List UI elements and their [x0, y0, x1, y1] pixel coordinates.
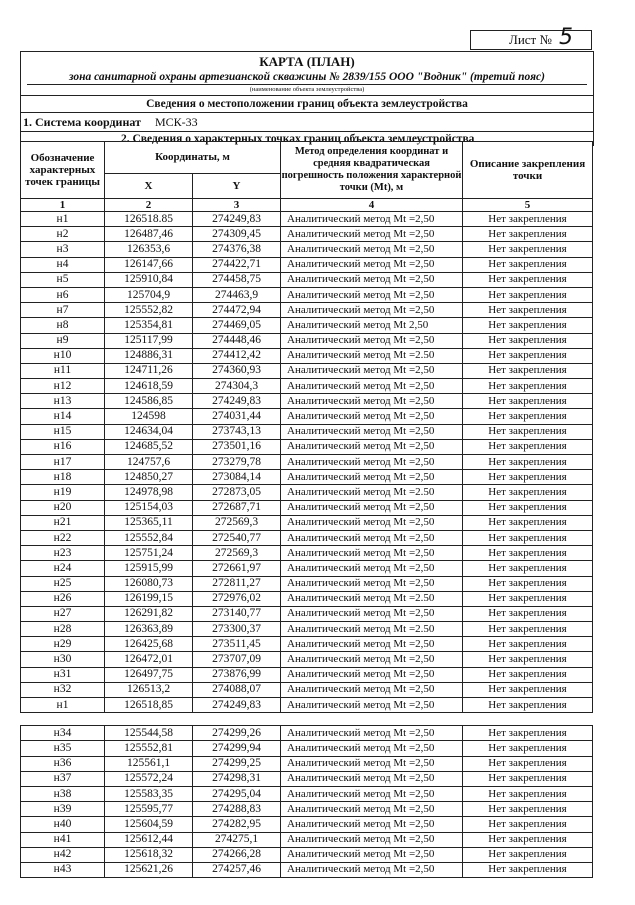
table-row [21, 817, 593, 832]
fixation: Нет закрепления [463, 227, 593, 242]
coord-x: 125561,1 [105, 756, 193, 771]
point-id: н4 [21, 257, 105, 272]
coord-y: 274257,46 [193, 862, 281, 877]
table-row [21, 862, 593, 877]
coord-x: 125572,24 [105, 771, 193, 786]
coord-x: 125552,82 [105, 303, 193, 318]
fixation: Нет закрепления [463, 667, 593, 682]
fixation: Нет закрепления [463, 652, 593, 667]
table-row [21, 379, 593, 394]
point-id: н38 [21, 786, 105, 801]
section2-title: 2. Сведения о характерных точках границ объекта землеустройства [121, 133, 475, 145]
table-row [21, 287, 593, 302]
method: Аналитический метод Mt =2,50 [281, 667, 463, 682]
coord-system-label: 1. Система координат [23, 115, 141, 129]
fixation: Нет закрепления [463, 348, 593, 363]
point-id: н22 [21, 530, 105, 545]
coord-y: 272687,71 [193, 500, 281, 515]
fixation: Нет закрепления [463, 576, 593, 591]
point-id: н19 [21, 485, 105, 500]
fixation: Нет закрепления [463, 771, 593, 786]
coord-y: 274249,83 [193, 698, 281, 713]
coord-y: 274309,45 [193, 227, 281, 242]
method: Аналитический метод Mt =2,50 [281, 561, 463, 576]
table-row [21, 485, 593, 500]
coord-x: 126199,15 [105, 591, 193, 606]
fixation: Нет закрепления [463, 363, 593, 378]
fixation: Нет закрепления [463, 272, 593, 287]
coord-y: 274472,94 [193, 303, 281, 318]
table-row [21, 515, 593, 530]
point-id: н13 [21, 394, 105, 409]
fixation: Нет закрепления [463, 257, 593, 272]
point-id: н23 [21, 546, 105, 561]
coord-y: 273140,77 [193, 606, 281, 621]
table-row [21, 409, 593, 424]
fixation: Нет закрепления [463, 862, 593, 877]
fixation: Нет закрепления [463, 741, 593, 756]
table-row [21, 561, 593, 576]
point-id: н2 [21, 227, 105, 242]
coord-x: 124757,6 [105, 455, 193, 470]
coord-x: 125915,99 [105, 561, 193, 576]
column-number: 3 [193, 199, 281, 212]
method: Аналитический метод Mt =2.50 [281, 348, 463, 363]
fixation: Нет закрепления [463, 212, 593, 227]
coord-y: 274288,83 [193, 802, 281, 817]
fixation: Нет закрепления [463, 287, 593, 302]
column-number: 5 [463, 199, 593, 212]
coord-y: 274376,38 [193, 242, 281, 257]
method: Аналитический метод Mt =2,50 [281, 832, 463, 847]
fixation: Нет закрепления [463, 786, 593, 801]
method: Аналитический метод Mt =2,50 [281, 379, 463, 394]
table-gap-row [21, 713, 593, 726]
coord-x: 126080,73 [105, 576, 193, 591]
point-id: н10 [21, 348, 105, 363]
fixation: Нет закрепления [463, 379, 593, 394]
point-id: н32 [21, 682, 105, 697]
fixation: Нет закрепления [463, 242, 593, 257]
method: Аналитический метод Mt =2,50 [281, 439, 463, 454]
method: Аналитический метод Mt =2,50 [281, 515, 463, 530]
method: Аналитический метод Mt =2,50 [281, 455, 463, 470]
table-row [21, 257, 593, 272]
method: Аналитический метод Mt =2,50 [281, 606, 463, 621]
coord-x: 125612,44 [105, 832, 193, 847]
method: Аналитический метод Mt =2,50 [281, 333, 463, 348]
page-subtitle: зона санитарной охраны артезианской скважины № 2839/155 ООО "Водник" (третий пояс) [27, 70, 587, 85]
fixation: Нет закрепления [463, 637, 593, 652]
fixation: Нет закрепления [463, 470, 593, 485]
coord-y: 274299,94 [193, 741, 281, 756]
fixation: Нет закрепления [463, 485, 593, 500]
table-row [21, 847, 593, 862]
coord-y: 272569,3 [193, 546, 281, 561]
gap-cell [193, 713, 281, 726]
fixation: Нет закрепления [463, 698, 593, 713]
sheet-number: 5 [559, 25, 573, 50]
point-id: н30 [21, 652, 105, 667]
coord-y: 274448,46 [193, 333, 281, 348]
sheet-label: Лист № [509, 32, 552, 47]
header-x: X [105, 173, 193, 198]
table-row [21, 424, 593, 439]
coord-y: 274458,75 [193, 272, 281, 287]
section-title: Сведения о местоположении границ объекта землеустройства [21, 95, 593, 113]
coord-y: 274031,44 [193, 409, 281, 424]
table-row [21, 439, 593, 454]
fixation: Нет закрепления [463, 333, 593, 348]
point-id: н8 [21, 318, 105, 333]
table-row [21, 227, 593, 242]
coord-x: 124978,98 [105, 485, 193, 500]
fixation: Нет закрепления [463, 409, 593, 424]
method: Аналитический метод Mt =2,50 [281, 394, 463, 409]
coord-x: 126513,2 [105, 682, 193, 697]
point-id: н3 [21, 242, 105, 257]
point-id: н5 [21, 272, 105, 287]
point-id: н28 [21, 622, 105, 637]
point-id: н6 [21, 287, 105, 302]
method: Аналитический метод Mt =2,50 [281, 741, 463, 756]
method: Аналитический метод Mt =2,50 [281, 227, 463, 242]
method: Аналитический метод Mt =2,50 [281, 424, 463, 439]
method: Аналитический метод Mt =2,50 [281, 530, 463, 545]
coord-x: 125365,11 [105, 515, 193, 530]
fixation: Нет закрепления [463, 394, 593, 409]
coord-x: 126353,6 [105, 242, 193, 257]
fixation: Нет закрепления [463, 622, 593, 637]
point-id: н24 [21, 561, 105, 576]
method: Аналитический метод Mt =2,50 [281, 637, 463, 652]
method: Аналитический метод Mt =2.50 [281, 622, 463, 637]
coord-x: 126518,85 [105, 698, 193, 713]
point-id: н37 [21, 771, 105, 786]
coord-y: 272540,77 [193, 530, 281, 545]
header-coords: Координаты, м [105, 142, 281, 174]
coord-x: 125704,9 [105, 287, 193, 302]
table-row [21, 500, 593, 515]
gap-cell [463, 713, 593, 726]
coord-y: 272811,27 [193, 576, 281, 591]
point-id: н40 [21, 817, 105, 832]
coord-y: 273707,09 [193, 652, 281, 667]
method: Аналитический метод Mt =2,50 [281, 756, 463, 771]
coord-x: 126363,89 [105, 622, 193, 637]
point-id: н26 [21, 591, 105, 606]
table-row [21, 212, 593, 227]
method: Аналитический метод Mt =2,50 [281, 698, 463, 713]
coord-y: 273300,37 [193, 622, 281, 637]
coord-x: 124850,27 [105, 470, 193, 485]
table-row [21, 637, 593, 652]
coord-x: 125544,58 [105, 726, 193, 741]
coord-x: 126147,66 [105, 257, 193, 272]
coord-x: 125354,81 [105, 318, 193, 333]
coord-x: 126487,46 [105, 227, 193, 242]
coord-y: 273876,99 [193, 667, 281, 682]
coord-x: 125552,84 [105, 530, 193, 545]
coord-y: 274463,9 [193, 287, 281, 302]
point-id: н17 [21, 455, 105, 470]
coord-x: 125117,99 [105, 333, 193, 348]
table-row [21, 333, 593, 348]
point-id: н35 [21, 741, 105, 756]
coord-x: 124711,26 [105, 363, 193, 378]
point-id: н18 [21, 470, 105, 485]
coord-x: 124586,85 [105, 394, 193, 409]
coord-x: 124685,52 [105, 439, 193, 454]
table-row [21, 272, 593, 287]
coord-y: 273501,16 [193, 439, 281, 454]
document-header [20, 51, 594, 146]
table-row [21, 741, 593, 756]
coord-x: 124598 [105, 409, 193, 424]
coord-x: 125154,03 [105, 500, 193, 515]
coord-system [21, 113, 593, 132]
method: Аналитический метод Mt =2,50 [281, 771, 463, 786]
method: Аналитический метод Mt =2,50 [281, 242, 463, 257]
fixation: Нет закрепления [463, 515, 593, 530]
table-row [21, 455, 593, 470]
object-name-note: (наименование объекта землеустройства) [249, 86, 365, 93]
gap-cell [21, 713, 105, 726]
column-numbers-row [21, 199, 593, 212]
point-id: н1 [21, 698, 105, 713]
table-row [21, 786, 593, 801]
method: Аналитический метод Mt =2.50 [281, 485, 463, 500]
coord-x: 125604,59 [105, 817, 193, 832]
coord-x: 125595,77 [105, 802, 193, 817]
coord-y: 273279,78 [193, 455, 281, 470]
table-row [21, 682, 593, 697]
point-id: н21 [21, 515, 105, 530]
method: Аналитический метод Mt =2,50 [281, 786, 463, 801]
method: Аналитический метод Mt =2,50 [281, 470, 463, 485]
fixation: Нет закрепления [463, 546, 593, 561]
point-id: н39 [21, 802, 105, 817]
coord-x: 124634,04 [105, 424, 193, 439]
fixation: Нет закрепления [463, 318, 593, 333]
point-id: н29 [21, 637, 105, 652]
column-number: 4 [281, 199, 463, 212]
point-id: н15 [21, 424, 105, 439]
coord-y: 273084,14 [193, 470, 281, 485]
fixation: Нет закрепления [463, 455, 593, 470]
point-id: н11 [21, 363, 105, 378]
method: Аналитический метод Mt =2,50 [281, 576, 463, 591]
method: Аналитический метод Mt =2,50 [281, 363, 463, 378]
table-row [21, 771, 593, 786]
column-number: 1 [21, 199, 105, 212]
fixation: Нет закрепления [463, 606, 593, 621]
table-row [21, 394, 593, 409]
point-id: н16 [21, 439, 105, 454]
coord-x: 125621,26 [105, 862, 193, 877]
coord-y: 274412,42 [193, 348, 281, 363]
point-id: н31 [21, 667, 105, 682]
point-id: н1 [21, 212, 105, 227]
coord-y: 273743,13 [193, 424, 281, 439]
coord-system-value: МСК-33 [154, 115, 198, 129]
coord-y: 274360,93 [193, 363, 281, 378]
fixation: Нет закрепления [463, 530, 593, 545]
method: Аналитический метод Mt =2,50 [281, 862, 463, 877]
coord-y: 274469,05 [193, 318, 281, 333]
coord-x: 126497,75 [105, 667, 193, 682]
coord-y: 272976,02 [193, 591, 281, 606]
fixation: Нет закрепления [463, 424, 593, 439]
coord-y: 274088,07 [193, 682, 281, 697]
coord-y: 272661,97 [193, 561, 281, 576]
coord-x: 126518.85 [105, 212, 193, 227]
coord-y: 272569,3 [193, 515, 281, 530]
header-fix: Описание закрепления точки [463, 142, 593, 199]
point-id: н20 [21, 500, 105, 515]
fixation: Нет закрепления [463, 802, 593, 817]
method: Аналитический метод Mt =2,50 [281, 257, 463, 272]
point-id: н25 [21, 576, 105, 591]
gap-cell [105, 713, 193, 726]
coord-y: 274295,04 [193, 786, 281, 801]
sheet-number-box [470, 25, 592, 50]
coord-y: 274304,3 [193, 379, 281, 394]
coord-y: 274422,71 [193, 257, 281, 272]
method: Аналитический метод Mt =2,50 [281, 287, 463, 302]
table-row [21, 470, 593, 485]
point-id: н12 [21, 379, 105, 394]
point-id: н7 [21, 303, 105, 318]
coord-x: 125618,32 [105, 847, 193, 862]
method: Аналитический метод Mt =2,50 [281, 546, 463, 561]
table-row [21, 318, 593, 333]
table-row [21, 652, 593, 667]
fixation: Нет закрепления [463, 756, 593, 771]
table-row [21, 591, 593, 606]
page-title: КАРТА (ПЛАН) [259, 54, 355, 69]
table-body [21, 212, 593, 878]
fixation: Нет закрепления [463, 817, 593, 832]
point-id: н34 [21, 726, 105, 741]
point-id: н42 [21, 847, 105, 862]
method: Аналитический метод Mt =2,50 [281, 272, 463, 287]
fixation: Нет закрепления [463, 439, 593, 454]
table-row [21, 546, 593, 561]
method: Аналитический метод Mt =2,50 [281, 682, 463, 697]
table-row [21, 303, 593, 318]
table-row [21, 756, 593, 771]
table-row [21, 348, 593, 363]
table-row [21, 802, 593, 817]
coord-x: 125910,84 [105, 272, 193, 287]
header-method: Метод определения координат и средняя квадратическая погрешность положения характерной точки (Mt), м [281, 142, 463, 199]
coord-y: 272873,05 [193, 485, 281, 500]
boundary-points-table [20, 141, 593, 878]
table-row [21, 667, 593, 682]
method: Аналитический метод Mt =2.50 [281, 591, 463, 606]
method: Аналитический метод Mt 2,50 [281, 318, 463, 333]
header-y: Y [193, 173, 281, 198]
table-row [21, 606, 593, 621]
point-id: н36 [21, 756, 105, 771]
method: Аналитический метод Mt =2,50 [281, 726, 463, 741]
method: Аналитический метод Mt =2,50 [281, 409, 463, 424]
point-id: н41 [21, 832, 105, 847]
fixation: Нет закрепления [463, 591, 593, 606]
method: Аналитический метод Mt =2,50 [281, 847, 463, 862]
coord-y: 274266,28 [193, 847, 281, 862]
table-row [21, 698, 593, 713]
coord-y: 274249,83 [193, 212, 281, 227]
fixation: Нет закрепления [463, 847, 593, 862]
fixation: Нет закрепления [463, 303, 593, 318]
header-point: Обозначение характерных точек границы [21, 142, 105, 199]
coord-y: 274299,25 [193, 756, 281, 771]
table-row [21, 242, 593, 257]
table-row [21, 576, 593, 591]
coord-y: 273511,45 [193, 637, 281, 652]
method: Аналитический метод Mt =2,50 [281, 500, 463, 515]
point-id: н27 [21, 606, 105, 621]
coord-x: 125751,24 [105, 546, 193, 561]
table-row [21, 530, 593, 545]
coord-x: 126472,01 [105, 652, 193, 667]
gap-cell [281, 713, 463, 726]
coord-x: 124618,59 [105, 379, 193, 394]
point-id: н9 [21, 333, 105, 348]
method: Аналитический метод Mt =2,50 [281, 817, 463, 832]
coord-y: 274282,95 [193, 817, 281, 832]
method: Аналитический метод Mt =2,50 [281, 802, 463, 817]
table-row [21, 832, 593, 847]
column-number: 2 [105, 199, 193, 212]
table-row [21, 622, 593, 637]
fixation: Нет закрепления [463, 682, 593, 697]
fixation: Нет закрепления [463, 726, 593, 741]
point-id: н43 [21, 862, 105, 877]
method: Аналитический метод Mt =2,50 [281, 303, 463, 318]
coord-x: 125552,81 [105, 741, 193, 756]
coord-y: 274249,83 [193, 394, 281, 409]
table-row [21, 363, 593, 378]
coord-x: 126425,68 [105, 637, 193, 652]
coord-y: 274298,31 [193, 771, 281, 786]
coord-y: 274275,1 [193, 832, 281, 847]
coord-x: 125583,35 [105, 786, 193, 801]
fixation: Нет закрепления [463, 832, 593, 847]
fixation: Нет закрепления [463, 500, 593, 515]
point-id: н14 [21, 409, 105, 424]
table-row [21, 726, 593, 741]
coord-x: 126291,82 [105, 606, 193, 621]
fixation: Нет закрепления [463, 561, 593, 576]
method: Аналитический метод Mt =2,50 [281, 652, 463, 667]
coord-x: 124886,31 [105, 348, 193, 363]
method: Аналитический метод Mt =2,50 [281, 212, 463, 227]
coord-y: 274299,26 [193, 726, 281, 741]
